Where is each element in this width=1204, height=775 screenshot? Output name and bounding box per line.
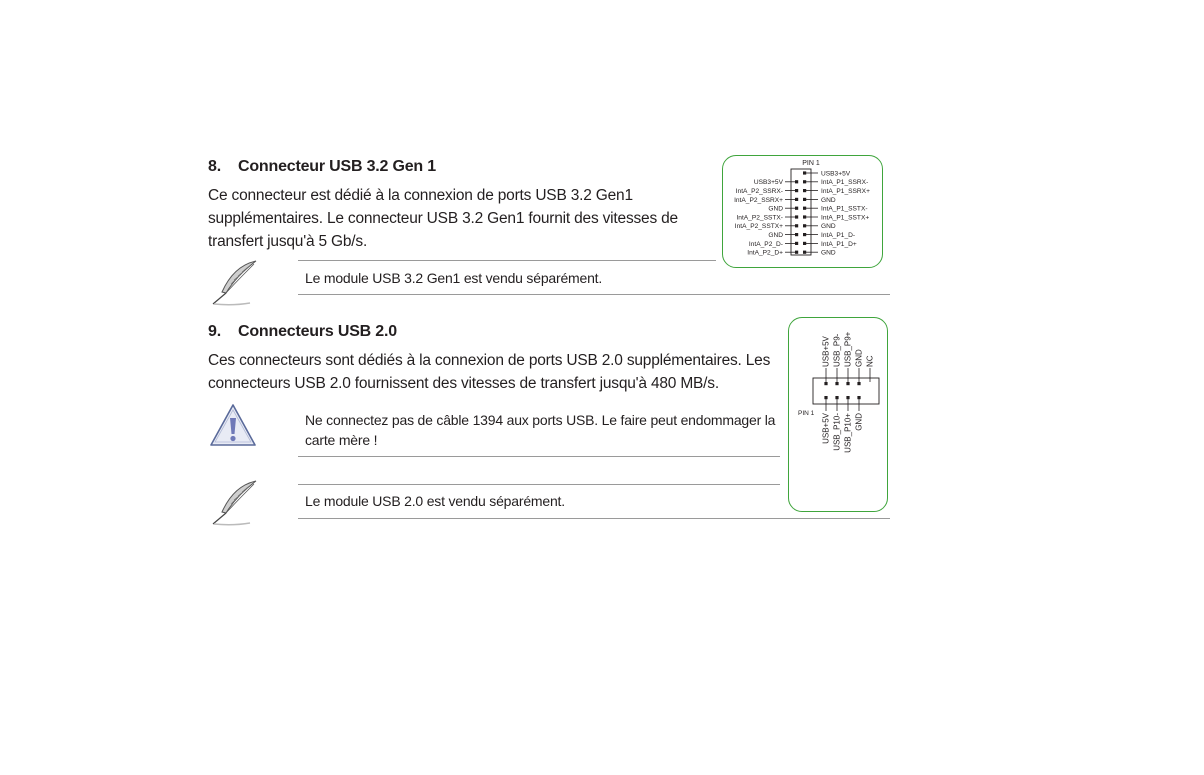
usb20-pin — [846, 396, 849, 399]
section-9-text-line-2: connecteurs USB 2.0 fournissent des vitesses de transfert jusqu'à 480 MB/s. — [208, 375, 719, 392]
usb32-pin — [795, 189, 798, 192]
usb32-pin — [795, 251, 798, 254]
section-8-text-line-1: Ce connecteur est dédié à la connexion de ports USB 3.2 Gen1 — [208, 187, 633, 204]
usb20-bottom-pin-label: USB+5V — [821, 413, 831, 444]
usb32-left-pin-label: IntA_P2_D+ — [747, 249, 783, 257]
usb20-pin — [857, 382, 860, 385]
section-9-title: Connecteurs USB 2.0 — [238, 323, 397, 340]
usb32-pin — [795, 242, 798, 245]
usb20-bottom-pin-label: USB_P10- — [832, 413, 842, 451]
usb20-bottom-pins — [821, 396, 863, 453]
usb32-pin — [795, 233, 798, 236]
usb20-pin — [835, 396, 838, 399]
warning-icon — [208, 402, 258, 448]
usb20-top-pin-label: NC — [865, 355, 875, 367]
usb32-pin — [803, 251, 806, 254]
usb32-pin — [795, 207, 798, 210]
usb32-pin — [803, 215, 806, 218]
section-8-text-line-2: supplémentaires. Le connecteur USB 3.2 Gen1 fournit des vitesses de — [208, 210, 678, 227]
usb20-top-pin-label: USB_P9- — [832, 333, 842, 367]
usb32-left-pins — [734, 179, 798, 256]
usb32-left-pin-label: IntA_P2_SSTX- — [736, 214, 783, 222]
usb32-left-pin-label: GND — [768, 232, 783, 239]
usb32-pin — [803, 171, 806, 174]
usb32-left-pin-label: IntA_P2_SSTX+ — [734, 223, 783, 231]
usb20-header-body — [813, 378, 879, 404]
section-9-warning-line-1: Ne connectez pas de câble 1394 aux ports USB. Le faire peut endommager la — [305, 412, 776, 428]
usb20-pin — [846, 382, 849, 385]
warning-bottom-rule — [298, 456, 780, 457]
usb32-right-pin-label: USB3+5V — [821, 170, 851, 178]
usb20-top-pin-label: USB_P9+ — [843, 331, 853, 367]
usb32-right-pin-label: IntA_P1_SSRX+ — [821, 188, 870, 195]
note-top-rule-2 — [298, 484, 780, 485]
feather-note-icon — [208, 258, 264, 308]
usb32-pin — [803, 198, 806, 201]
section-9-number: 9. — [208, 323, 221, 340]
usb32-right-pin-label: IntA_P1_SSTX+ — [821, 214, 870, 222]
section-8-number: 8. — [208, 158, 221, 175]
usb20-top-pin-label: GND — [854, 349, 864, 367]
usb32-left-pin-label: IntA_P2_SSRX+ — [734, 196, 783, 204]
usb32-left-pin-label: USB3+5V — [753, 179, 783, 187]
usb32-left-pin-label: IntA_P2_SSRX- — [735, 188, 783, 195]
usb20-bottom-pin-label: USB_P10+ — [843, 413, 853, 453]
usb32-right-pin-label: IntA_P1_SSTX- — [821, 205, 868, 213]
usb32-right-pin-label: GND — [821, 249, 836, 257]
usb32-pin — [803, 242, 806, 245]
usb32-right-pins — [803, 170, 870, 256]
usb32-connector-diagram — [722, 155, 883, 268]
usb20-pin — [824, 396, 827, 399]
usb32-right-pin-label: GND — [821, 196, 836, 204]
section-9-note: Le module USB 2.0 est vendu séparément. — [305, 493, 565, 509]
note-bottom-rule-2 — [298, 518, 890, 519]
usb32-pin — [795, 180, 798, 183]
usb32-pin — [803, 233, 806, 236]
usb32-pin — [795, 224, 798, 227]
section-8-text-line-3: transfert jusqu'à 5 Gb/s. — [208, 233, 368, 250]
section-9-warning-line-2: carte mère ! — [305, 432, 378, 448]
usb32-pin1-label: PIN 1 — [802, 160, 820, 167]
feather-note-icon — [208, 478, 264, 528]
usb20-bottom-pin-label: GND — [854, 413, 864, 431]
usb32-right-pin-label: IntA_P1_D- — [821, 232, 856, 239]
usb20-pin — [857, 396, 860, 399]
usb20-top-pin-label: USB+5V — [821, 336, 831, 367]
usb32-left-pin-label: IntA_P2_D- — [748, 240, 783, 248]
section-8-title: Connecteur USB 3.2 Gen 1 — [238, 158, 436, 175]
usb32-left-pin-label: GND — [768, 205, 783, 213]
note-top-rule — [298, 260, 716, 261]
usb32-pin — [803, 189, 806, 192]
section-9-text-line-1: Ces connecteurs sont dédiés à la connexion de ports USB 2.0 supplémentaires. Les — [208, 352, 771, 369]
usb20-pin — [824, 382, 827, 385]
usb32-pin — [795, 215, 798, 218]
usb32-right-pin-label: GND — [821, 223, 836, 231]
usb32-pin — [803, 180, 806, 183]
usb32-pin — [803, 224, 806, 227]
usb32-right-pin-label: IntA_P1_SSRX- — [821, 179, 869, 187]
usb20-pin1-label: PIN 1 — [798, 410, 815, 417]
usb32-pin — [803, 207, 806, 210]
note-bottom-rule — [298, 294, 890, 295]
usb32-pin — [795, 198, 798, 201]
usb20-pin — [835, 382, 838, 385]
usb20-top-pins — [821, 331, 874, 385]
usb32-right-pin-label: IntA_P1_D+ — [821, 240, 857, 248]
usb20-connector-diagram — [788, 317, 888, 512]
section-8-note: Le module USB 3.2 Gen1 est vendu séparément. — [305, 270, 603, 286]
